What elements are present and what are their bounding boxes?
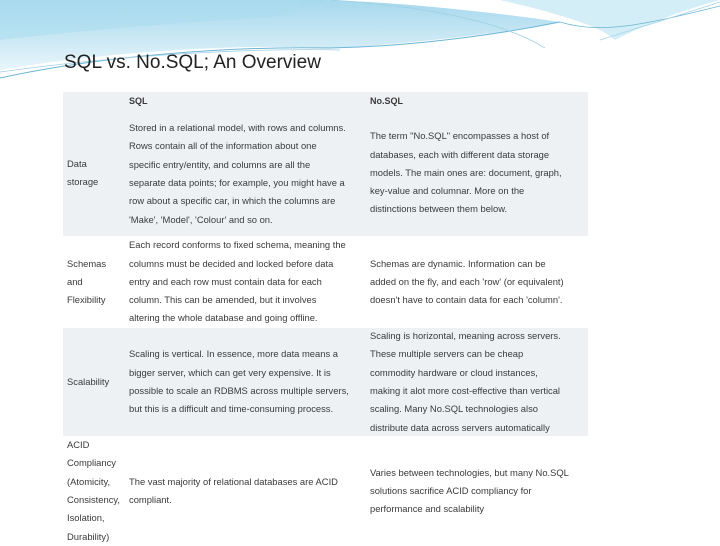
nosql-text: Schemas are dynamic. Information can be added on the fly, and each 'row' (or equivalent) doesn't have to contain data for each 'column'.	[370, 257, 564, 306]
feature-label: Scalability	[67, 375, 110, 387]
feature-cell	[63, 436, 125, 546]
header-sql: SQL	[129, 95, 148, 106]
sql-text: Scaling is vertical. In essence, more data means a bigger server, which can get very expensive. It is possible to scale an RDBMS across multiple servers, but this is a difficult and time-consuming process.	[129, 348, 349, 415]
comparison-table	[63, 92, 588, 546]
nosql-text: Scaling is horizontal, meaning across servers. These multiple servers can be cheap commodity hardware or cloud instances, making it alot more cost-effective than vertical scaling. Many No.SQL technologies also distribute data across servers automatically	[370, 330, 561, 433]
sql-text: The vast majority of relational databases are ACID compliant.	[129, 475, 338, 505]
sql-text: Each record conforms to fixed schema, meaning the columns must be decided and locked before data entry and each row must contain data for each column. This can be amended, but it involves altering the whole database and going offline.	[129, 239, 346, 324]
nosql-cell	[366, 327, 588, 437]
table-row	[63, 328, 588, 436]
nosql-text: The term "No.SQL" encompasses a host of databases, each with different data storage models. The main ones are: document, graph, key-value and columnar. More on the distinctions between them below.	[370, 130, 562, 215]
feature-label: Data storage	[67, 157, 99, 187]
slide-title: SQL vs. No.SQL; An Overview	[64, 52, 321, 73]
table-row	[63, 236, 588, 328]
feature-cell	[63, 255, 125, 310]
table-header-row	[63, 92, 588, 110]
feature-cell	[63, 373, 125, 391]
feature-label: Schemas and Flexibility	[67, 257, 107, 306]
sql-text: Stored in a relational model, with rows and columns. Rows contain all of the information about one specific entry/entity, and columns are all the separate data points; for example, you might have a row about a specific car, in which the columns are 'Make', 'Model', 'Colour' and so on.	[129, 122, 346, 225]
table-row	[63, 436, 588, 546]
nosql-text: Varies between technologies, but many No.SQL solutions sacrifice ACID compliancy for performance and scalability	[370, 466, 569, 515]
header-nosql: No.SQL	[370, 95, 403, 106]
sql-cell	[125, 473, 366, 510]
sql-cell	[125, 236, 366, 327]
feature-cell	[63, 155, 125, 192]
nosql-cell	[366, 255, 588, 310]
feature-label: ACID Compliancy (Atomicity, Consistency, Isolation, Durability)	[67, 439, 120, 542]
table-row	[63, 110, 588, 236]
nosql-cell	[366, 464, 588, 519]
sql-cell	[125, 117, 366, 229]
nosql-cell	[366, 127, 588, 218]
sql-cell	[125, 345, 366, 418]
